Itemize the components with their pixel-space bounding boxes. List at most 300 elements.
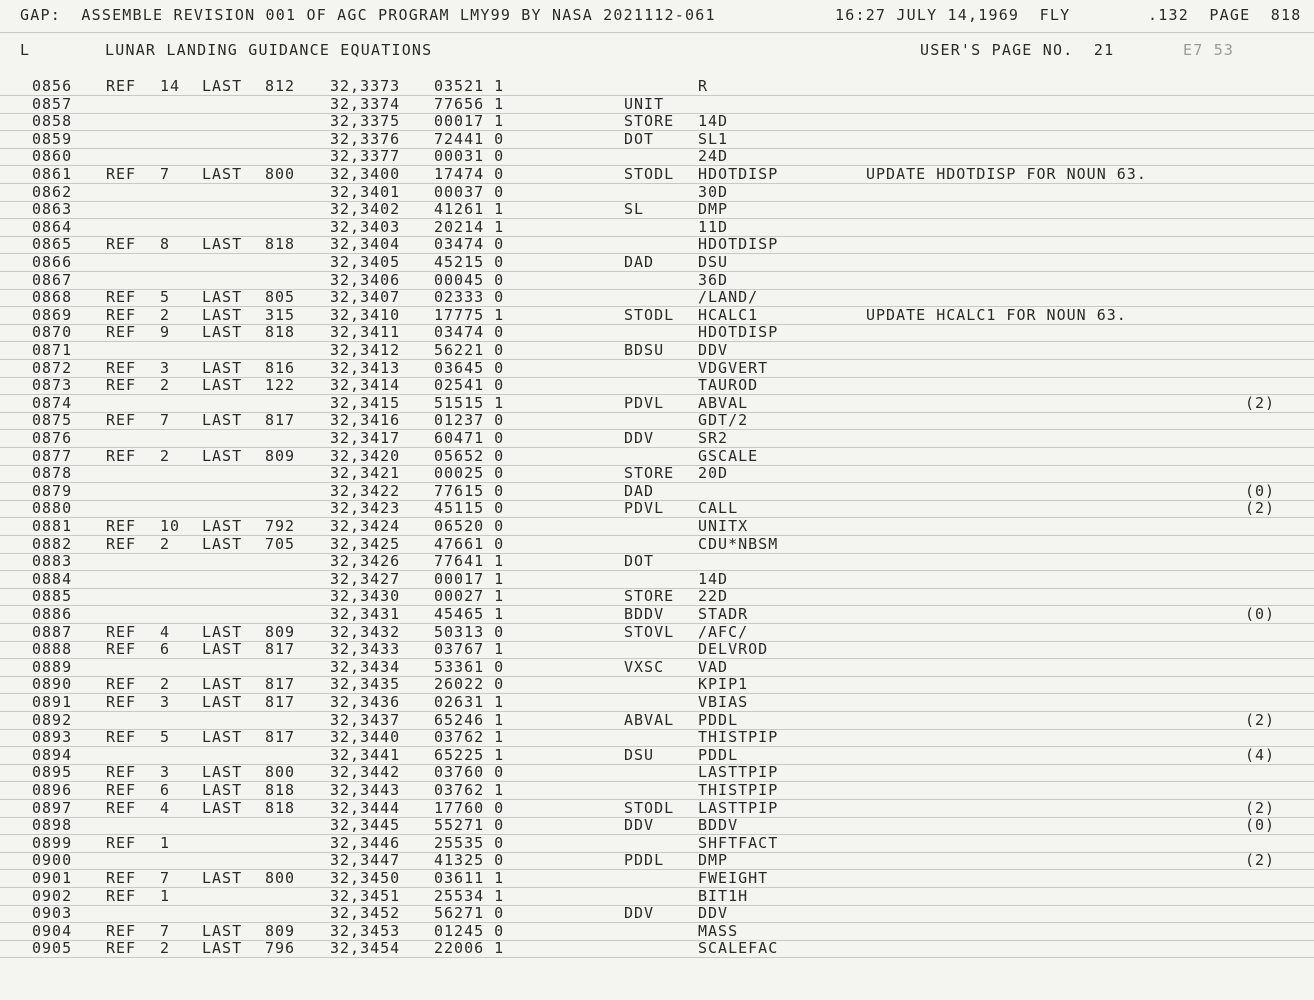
row-rule <box>0 887 1314 888</box>
operand: DDV <box>698 341 729 359</box>
operand: /LAND/ <box>698 288 759 306</box>
octal-word: 26022 0 <box>434 675 505 693</box>
ref-count: 10 <box>160 517 181 535</box>
address: 32,3450 <box>330 869 401 887</box>
last-keyword: LAST <box>202 359 243 377</box>
operand: MASS <box>698 922 739 940</box>
line-number: 0877 <box>32 447 73 465</box>
header-time: 16:27 JULY 14,1969 FLY <box>835 6 1071 24</box>
ref-keyword: REF <box>106 411 137 429</box>
line-number: 0871 <box>32 341 73 359</box>
row-rule <box>0 482 1314 483</box>
ref-count: 3 <box>160 359 171 377</box>
octal-word: 17760 0 <box>434 799 505 817</box>
row-rule <box>0 693 1314 694</box>
ref-count: 7 <box>160 922 171 940</box>
operand: HDOTDISP <box>698 235 779 253</box>
octal-word: 77641 1 <box>434 552 505 570</box>
address: 32,3424 <box>330 517 401 535</box>
last-page: 800 <box>265 165 296 183</box>
row-rule <box>0 236 1314 237</box>
ref-count: 8 <box>160 235 171 253</box>
row-rule <box>0 359 1314 360</box>
line-number: 0866 <box>32 253 73 271</box>
ref-keyword: REF <box>106 288 137 306</box>
operand: LASTTPIP <box>698 763 779 781</box>
octal-word: 00027 1 <box>434 587 505 605</box>
operand: 30D <box>698 183 729 201</box>
address: 32,3452 <box>330 904 401 922</box>
octal-word: 55271 0 <box>434 816 505 834</box>
line-number: 0856 <box>32 77 73 95</box>
octal-word: 53361 0 <box>434 658 505 676</box>
address: 32,3422 <box>330 482 401 500</box>
last-page: 818 <box>265 781 296 799</box>
ref-count: 7 <box>160 869 171 887</box>
octal-word: 03474 0 <box>434 235 505 253</box>
operand: 24D <box>698 147 729 165</box>
row-rule <box>0 412 1314 413</box>
last-keyword: LAST <box>202 728 243 746</box>
row-rule <box>0 377 1314 378</box>
stack-tag: (0) <box>1245 816 1276 834</box>
operand: DDV <box>698 904 729 922</box>
line-number: 0890 <box>32 675 73 693</box>
line-number: 0864 <box>32 218 73 236</box>
address: 32,3435 <box>330 675 401 693</box>
operand: VAD <box>698 658 729 676</box>
address: 32,3437 <box>330 711 401 729</box>
address: 32,3374 <box>330 95 401 113</box>
row-rule <box>0 940 1314 941</box>
last-page: 809 <box>265 447 296 465</box>
line-number: 0884 <box>32 570 73 588</box>
opcode: STODL <box>624 165 675 183</box>
ref-count: 9 <box>160 323 171 341</box>
operand: DSU <box>698 253 729 271</box>
operand: HCALC1 <box>698 306 759 324</box>
octal-word: 77615 0 <box>434 482 505 500</box>
octal-word: 01237 0 <box>434 411 505 429</box>
address: 32,3421 <box>330 464 401 482</box>
ref-count: 5 <box>160 288 171 306</box>
operand: 20D <box>698 464 729 482</box>
row-rule <box>0 834 1314 835</box>
address: 32,3377 <box>330 147 401 165</box>
octal-word: 00031 0 <box>434 147 505 165</box>
line-number: 0880 <box>32 499 73 517</box>
line-number: 0860 <box>32 147 73 165</box>
octal-word: 17775 1 <box>434 306 505 324</box>
ref-keyword: REF <box>106 376 137 394</box>
ref-count: 4 <box>160 623 171 641</box>
opcode: DOT <box>624 130 655 148</box>
line-number: 0886 <box>32 605 73 623</box>
octal-word: 02333 0 <box>434 288 505 306</box>
opcode: BDDV <box>624 605 665 623</box>
address: 32,3425 <box>330 535 401 553</box>
octal-word: 56271 0 <box>434 904 505 922</box>
operand: UNITX <box>698 517 749 535</box>
last-page: 817 <box>265 411 296 429</box>
address: 32,3414 <box>330 376 401 394</box>
ref-count: 14 <box>160 77 181 95</box>
line-number: 0881 <box>32 517 73 535</box>
operand: SL1 <box>698 130 729 148</box>
subheader-marker: L <box>20 41 31 59</box>
stack-tag: (2) <box>1245 799 1276 817</box>
ref-count: 4 <box>160 799 171 817</box>
operand: 36D <box>698 271 729 289</box>
operand: PDDL <box>698 746 739 764</box>
octal-word: 25535 0 <box>434 834 505 852</box>
operand: 22D <box>698 587 729 605</box>
ref-count: 3 <box>160 763 171 781</box>
last-page: 816 <box>265 359 296 377</box>
operand: 11D <box>698 218 729 236</box>
last-keyword: LAST <box>202 323 243 341</box>
line-number: 0858 <box>32 112 73 130</box>
opcode: VXSC <box>624 658 665 676</box>
operand: SR2 <box>698 429 729 447</box>
line-number: 0899 <box>32 834 73 852</box>
address: 32,3451 <box>330 887 401 905</box>
address: 32,3402 <box>330 200 401 218</box>
address: 32,3454 <box>330 939 401 957</box>
address: 32,3406 <box>330 271 401 289</box>
ref-keyword: REF <box>106 834 137 852</box>
row-rule <box>0 746 1314 747</box>
ref-keyword: REF <box>106 728 137 746</box>
stack-tag: (2) <box>1245 851 1276 869</box>
octal-word: 02631 1 <box>434 693 505 711</box>
octal-word: 05652 0 <box>434 447 505 465</box>
octal-word: 50313 0 <box>434 623 505 641</box>
row-rule <box>0 641 1314 642</box>
row-rule <box>0 324 1314 325</box>
opcode: UNIT <box>624 95 665 113</box>
ref-keyword: REF <box>106 640 137 658</box>
opcode: ABVAL <box>624 711 675 729</box>
ref-keyword: REF <box>106 235 137 253</box>
last-keyword: LAST <box>202 376 243 394</box>
opcode: DAD <box>624 253 655 271</box>
address: 32,3407 <box>330 288 401 306</box>
opcode: STORE <box>624 464 675 482</box>
operand: ABVAL <box>698 394 749 412</box>
line-number: 0872 <box>32 359 73 377</box>
octal-word: 72441 0 <box>434 130 505 148</box>
address: 32,3453 <box>330 922 401 940</box>
row-rule <box>0 517 1314 518</box>
last-keyword: LAST <box>202 799 243 817</box>
operand: FWEIGHT <box>698 869 769 887</box>
row-rule <box>0 729 1314 730</box>
octal-word: 03474 0 <box>434 323 505 341</box>
last-keyword: LAST <box>202 411 243 429</box>
octal-word: 77656 1 <box>434 95 505 113</box>
opcode: DSU <box>624 746 655 764</box>
last-page: 809 <box>265 623 296 641</box>
line-number: 0882 <box>32 535 73 553</box>
line-number: 0897 <box>32 799 73 817</box>
ref-count: 1 <box>160 887 171 905</box>
ref-keyword: REF <box>106 869 137 887</box>
line-number: 0896 <box>32 781 73 799</box>
operand: 14D <box>698 570 729 588</box>
row-rule <box>0 218 1314 219</box>
address: 32,3375 <box>330 112 401 130</box>
last-keyword: LAST <box>202 447 243 465</box>
row-rule <box>0 148 1314 149</box>
stack-tag: (0) <box>1245 482 1276 500</box>
line-number: 0859 <box>32 130 73 148</box>
comment: UPDATE HDOTDISP FOR NOUN 63. <box>866 165 1147 183</box>
stack-tag: (2) <box>1245 499 1276 517</box>
address: 32,3413 <box>330 359 401 377</box>
address: 32,3440 <box>330 728 401 746</box>
line-number: 0869 <box>32 306 73 324</box>
line-number: 0863 <box>32 200 73 218</box>
last-page: 818 <box>265 799 296 817</box>
octal-word: 60471 0 <box>434 429 505 447</box>
last-keyword: LAST <box>202 869 243 887</box>
address: 32,3432 <box>330 623 401 641</box>
ref-count: 2 <box>160 535 171 553</box>
operand: HDOTDISP <box>698 165 779 183</box>
subheader-stamp: E7 53 <box>1183 41 1235 59</box>
last-page: 818 <box>265 323 296 341</box>
line-number: 0878 <box>32 464 73 482</box>
operand: DMP <box>698 851 729 869</box>
ref-count: 7 <box>160 165 171 183</box>
row-rule <box>0 570 1314 571</box>
last-page: 705 <box>265 535 296 553</box>
line-number: 0891 <box>32 693 73 711</box>
ref-keyword: REF <box>106 693 137 711</box>
line-number: 0893 <box>32 728 73 746</box>
octal-word: 03521 1 <box>434 77 505 95</box>
ref-keyword: REF <box>106 535 137 553</box>
ref-count: 2 <box>160 939 171 957</box>
operand: GSCALE <box>698 447 759 465</box>
line-number: 0870 <box>32 323 73 341</box>
last-page: 817 <box>265 640 296 658</box>
octal-word: 41261 1 <box>434 200 505 218</box>
address: 32,3417 <box>330 429 401 447</box>
line-number: 0875 <box>32 411 73 429</box>
ref-count: 2 <box>160 447 171 465</box>
line-number: 0892 <box>32 711 73 729</box>
last-keyword: LAST <box>202 781 243 799</box>
operand: R <box>698 77 709 95</box>
ref-count: 2 <box>160 376 171 394</box>
operand: VBIAS <box>698 693 749 711</box>
operand: PDDL <box>698 711 739 729</box>
line-number: 0887 <box>32 623 73 641</box>
operand: GDT/2 <box>698 411 749 429</box>
row-rule <box>0 271 1314 272</box>
line-number: 0868 <box>32 288 73 306</box>
line-number: 0857 <box>32 95 73 113</box>
octal-word: 22006 1 <box>434 939 505 957</box>
subheader-title: LUNAR LANDING GUIDANCE EQUATIONS <box>105 41 433 59</box>
address: 32,3441 <box>330 746 401 764</box>
last-keyword: LAST <box>202 165 243 183</box>
last-keyword: LAST <box>202 288 243 306</box>
row-rule <box>0 183 1314 184</box>
operand: DMP <box>698 200 729 218</box>
octal-word: 00045 0 <box>434 271 505 289</box>
last-keyword: LAST <box>202 517 243 535</box>
last-keyword: LAST <box>202 693 243 711</box>
operand: SHFTFACT <box>698 834 779 852</box>
line-number: 0889 <box>32 658 73 676</box>
address: 32,3443 <box>330 781 401 799</box>
address: 32,3423 <box>330 499 401 517</box>
ref-count: 1 <box>160 834 171 852</box>
last-keyword: LAST <box>202 623 243 641</box>
row-rule <box>0 447 1314 448</box>
operand: KPIP1 <box>698 675 749 693</box>
last-keyword: LAST <box>202 763 243 781</box>
operand: HDOTDISP <box>698 323 779 341</box>
operand: /AFC/ <box>698 623 749 641</box>
row-rule <box>0 764 1314 765</box>
address: 32,3433 <box>330 640 401 658</box>
octal-word: 00037 0 <box>434 183 505 201</box>
subheader-user-page: USER'S PAGE NO. 21 <box>920 41 1115 59</box>
opcode: STORE <box>624 112 675 130</box>
opcode: STOVL <box>624 623 675 641</box>
ref-keyword: REF <box>106 939 137 957</box>
row-rule <box>0 289 1314 290</box>
ref-keyword: REF <box>106 323 137 341</box>
comment: UPDATE HCALC1 FOR NOUN 63. <box>866 306 1127 324</box>
last-page: 818 <box>265 235 296 253</box>
octal-word: 03645 0 <box>434 359 505 377</box>
opcode: STORE <box>624 587 675 605</box>
ref-keyword: REF <box>106 306 137 324</box>
row-rule <box>0 535 1314 536</box>
header-left: GAP: ASSEMBLE REVISION 001 OF AGC PROGRAM LMY99 BY NASA 2021112-061 <box>20 6 716 24</box>
ref-count: 5 <box>160 728 171 746</box>
row-rule <box>0 869 1314 870</box>
ref-keyword: REF <box>106 675 137 693</box>
octal-word: 51515 1 <box>434 394 505 412</box>
address: 32,3410 <box>330 306 401 324</box>
ref-keyword: REF <box>106 623 137 641</box>
line-number: 0883 <box>32 552 73 570</box>
line-number: 0862 <box>32 183 73 201</box>
operand: TAUROD <box>698 376 759 394</box>
octal-word: 20214 1 <box>434 218 505 236</box>
stack-tag: (0) <box>1245 605 1276 623</box>
ref-keyword: REF <box>106 799 137 817</box>
line-number: 0861 <box>32 165 73 183</box>
address: 32,3400 <box>330 165 401 183</box>
operand: THISTPIP <box>698 781 779 799</box>
octal-word: 03611 1 <box>434 869 505 887</box>
octal-word: 56221 0 <box>434 341 505 359</box>
last-page: 805 <box>265 288 296 306</box>
line-number: 0873 <box>32 376 73 394</box>
row-rule <box>0 922 1314 923</box>
address: 32,3427 <box>330 570 401 588</box>
line-number: 0894 <box>32 746 73 764</box>
octal-word: 06520 0 <box>434 517 505 535</box>
operand: SCALEFAC <box>698 939 779 957</box>
line-number: 0898 <box>32 816 73 834</box>
operand: CALL <box>698 499 739 517</box>
octal-word: 17474 0 <box>434 165 505 183</box>
last-keyword: LAST <box>202 922 243 940</box>
row-rule <box>0 429 1314 430</box>
address: 32,3447 <box>330 851 401 869</box>
last-page: 800 <box>265 869 296 887</box>
octal-word: 00025 0 <box>434 464 505 482</box>
octal-word: 01245 0 <box>434 922 505 940</box>
last-page: 817 <box>265 728 296 746</box>
line-number: 0904 <box>32 922 73 940</box>
last-page: 812 <box>265 77 296 95</box>
last-keyword: LAST <box>202 306 243 324</box>
line-number: 0895 <box>32 763 73 781</box>
octal-word: 45115 0 <box>434 499 505 517</box>
last-page: 792 <box>265 517 296 535</box>
line-number: 0885 <box>32 587 73 605</box>
octal-word: 00017 1 <box>434 112 505 130</box>
line-number: 0903 <box>32 904 73 922</box>
octal-word: 03762 1 <box>434 781 505 799</box>
address: 32,3405 <box>330 253 401 271</box>
ref-keyword: REF <box>106 77 137 95</box>
ref-keyword: REF <box>106 763 137 781</box>
opcode: DDV <box>624 429 655 447</box>
octal-word: 03760 0 <box>434 763 505 781</box>
ref-keyword: REF <box>106 359 137 377</box>
ref-keyword: REF <box>106 922 137 940</box>
opcode: STODL <box>624 799 675 817</box>
ref-count: 3 <box>160 693 171 711</box>
ref-keyword: REF <box>106 781 137 799</box>
opcode: PDVL <box>624 499 665 517</box>
octal-word: 03762 1 <box>434 728 505 746</box>
address: 32,3436 <box>330 693 401 711</box>
address: 32,3411 <box>330 323 401 341</box>
last-page: 315 <box>265 306 296 324</box>
octal-word: 47661 0 <box>434 535 505 553</box>
address: 32,3445 <box>330 816 401 834</box>
address: 32,3434 <box>330 658 401 676</box>
last-keyword: LAST <box>202 235 243 253</box>
opcode: PDDL <box>624 851 665 869</box>
row-rule <box>0 676 1314 677</box>
last-keyword: LAST <box>202 675 243 693</box>
address: 32,3415 <box>330 394 401 412</box>
octal-word: 03767 1 <box>434 640 505 658</box>
opcode: DDV <box>624 816 655 834</box>
octal-word: 45465 1 <box>434 605 505 623</box>
operand: CDU*NBSM <box>698 535 779 553</box>
ref-keyword: REF <box>106 517 137 535</box>
ref-count: 6 <box>160 640 171 658</box>
line-number: 0900 <box>32 851 73 869</box>
row-rule <box>0 957 1314 958</box>
address: 32,3416 <box>330 411 401 429</box>
row-rule <box>0 905 1314 906</box>
line-number: 0867 <box>32 271 73 289</box>
